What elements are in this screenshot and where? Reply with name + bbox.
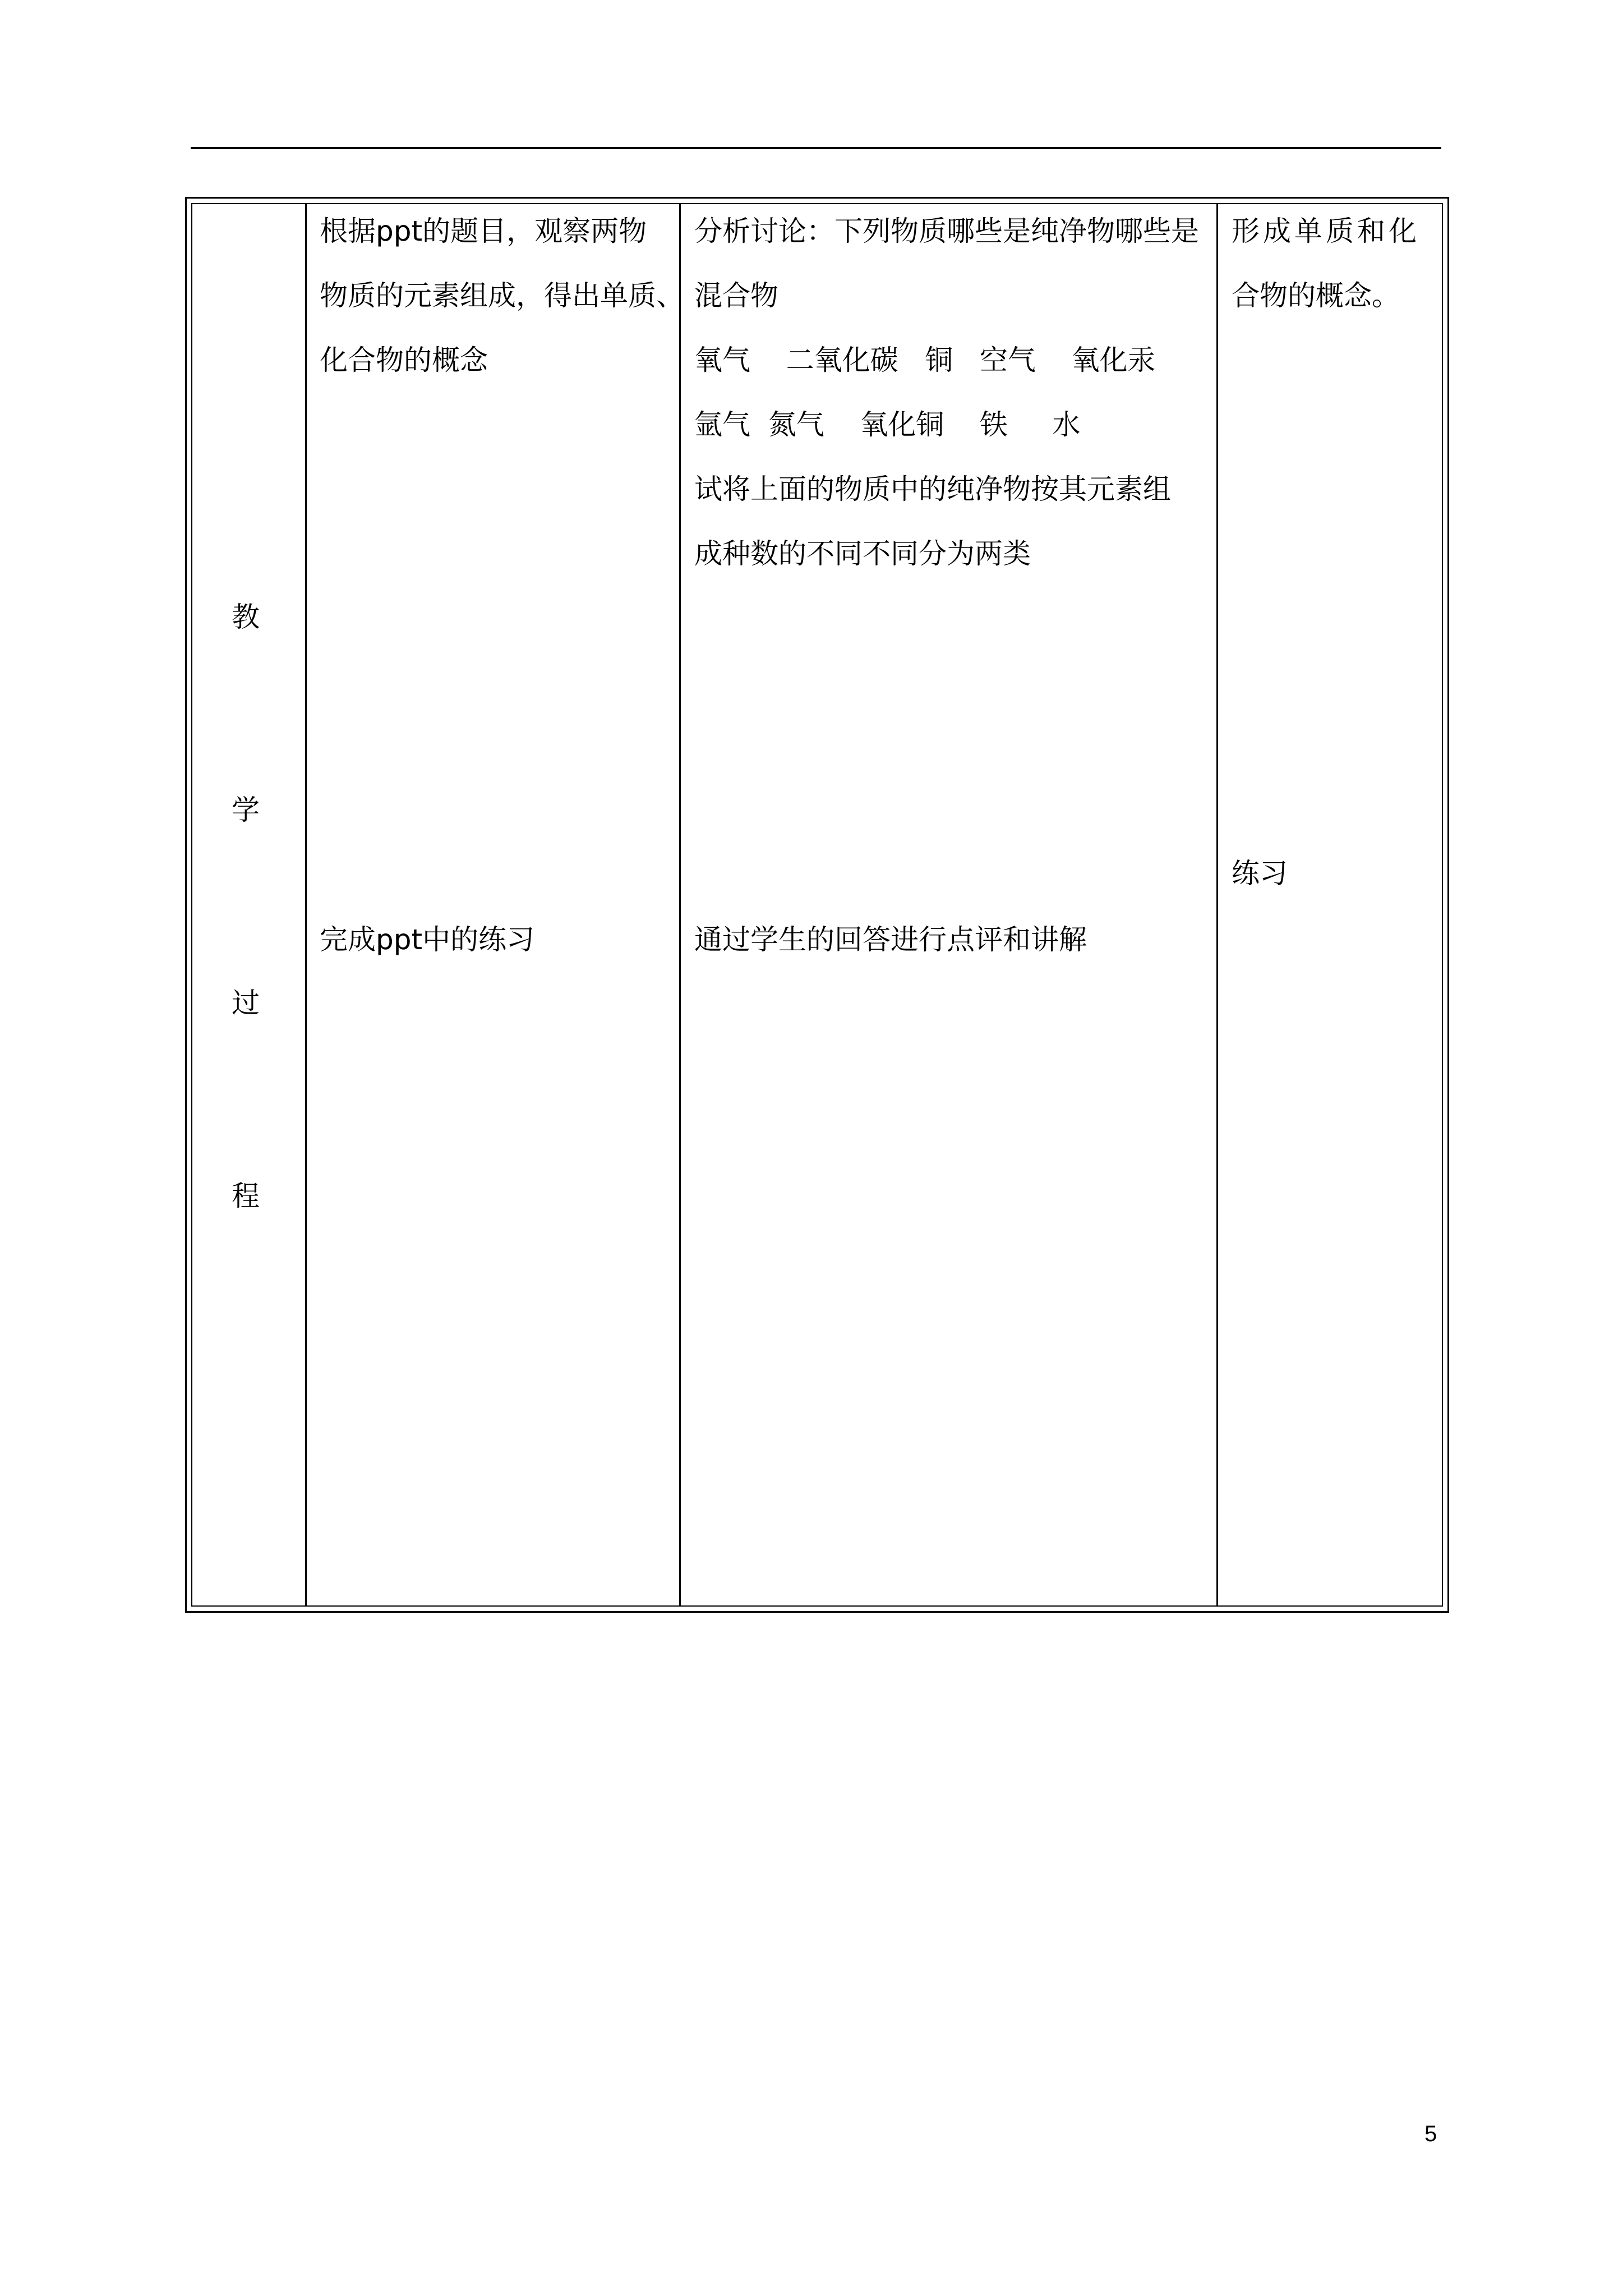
column-divider-1 bbox=[305, 204, 307, 1605]
design-intent-exercise: 练习 bbox=[1232, 857, 1288, 890]
stage-label-char: 程 bbox=[232, 1180, 260, 1212]
design-intent-line: 形成单质和化 bbox=[1232, 215, 1420, 247]
teacher-activity-review: 通过学生的回答进行点评和讲解 bbox=[694, 923, 1087, 956]
column-divider-2 bbox=[679, 204, 681, 1605]
teacher-activity-substances-line: 氩气 氮气 氧化铜 铁 水 bbox=[694, 408, 1081, 441]
page-number: 5 bbox=[1424, 2122, 1437, 2146]
design-intent-line: 合物的概念。 bbox=[1232, 279, 1400, 312]
student-activity-line: 物质的元素组成，得出单质、 bbox=[320, 279, 684, 312]
teacher-activity-line: 成种数的不同不同分为两类 bbox=[694, 537, 1031, 570]
header-rule bbox=[191, 147, 1441, 149]
teacher-activity-substances-line: 氧气 二氧化碳 铜 空气 氧化汞 bbox=[694, 344, 1156, 376]
student-activity-line: 根据ppt的题目，观察两物 bbox=[320, 215, 647, 247]
stage-label-char: 过 bbox=[232, 987, 260, 1019]
stage-label-char: 教 bbox=[232, 601, 260, 633]
student-activity-line: 化合物的概念 bbox=[320, 344, 488, 376]
teacher-activity-line: 分析讨论：下列物质哪些是纯净物哪些是 bbox=[694, 215, 1199, 247]
student-activity-exercise: 完成ppt中的练习 bbox=[320, 923, 535, 956]
teacher-activity-line: 试将上面的物质中的纯净物按其元素组 bbox=[694, 473, 1171, 505]
stage-label-char: 学 bbox=[232, 794, 260, 826]
teacher-activity-line: 混合物 bbox=[694, 279, 778, 312]
column-divider-3 bbox=[1216, 204, 1218, 1605]
